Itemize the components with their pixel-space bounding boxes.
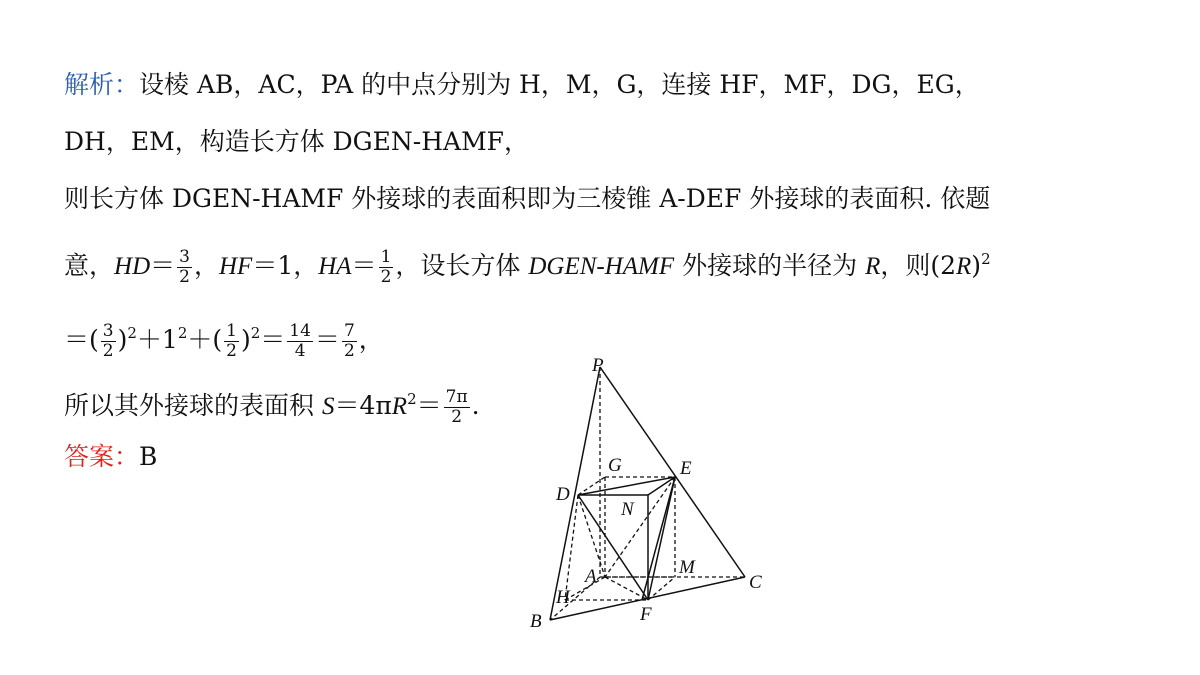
l5-part: ， bbox=[358, 325, 384, 354]
solution-line-2 bbox=[64, 127, 529, 157]
frac-den: 4 bbox=[294, 341, 306, 361]
edge-pc bbox=[600, 367, 745, 577]
edge-da bbox=[578, 495, 605, 577]
l6-part: . bbox=[471, 391, 480, 420]
l4-var-hd: HD bbox=[114, 253, 151, 280]
fraction-hd bbox=[177, 248, 192, 287]
label-p: P bbox=[592, 355, 604, 376]
l6-part: ＝ bbox=[416, 391, 442, 420]
l5-part: ＋1 bbox=[136, 325, 178, 354]
l5-square: 2 bbox=[177, 324, 188, 342]
fraction-result bbox=[444, 388, 470, 427]
frac-num: 14 bbox=[289, 321, 311, 341]
l4-var-r: R bbox=[865, 253, 881, 280]
solution-line-5 bbox=[64, 322, 384, 361]
l4-var-r: R bbox=[956, 253, 972, 280]
answer-label: 答案： bbox=[64, 442, 140, 471]
l4-part: 意， bbox=[64, 251, 115, 280]
frac-num: 7π bbox=[445, 387, 468, 407]
solution-line-6 bbox=[64, 388, 480, 427]
l4-var-hf: HF bbox=[218, 253, 253, 280]
answer-line bbox=[64, 442, 157, 472]
line-2-text: DH，EM，构造长方体 DGEN-HAMF， bbox=[64, 127, 530, 156]
l5-part: ) bbox=[117, 325, 128, 354]
solution-line-1 bbox=[64, 70, 980, 100]
l4-eq: ＝ bbox=[351, 251, 377, 280]
frac-num: 1 bbox=[226, 321, 237, 341]
fraction-d bbox=[342, 322, 357, 361]
frac-den: 2 bbox=[226, 341, 237, 361]
frac-num: 3 bbox=[179, 247, 190, 267]
label-a: A bbox=[585, 566, 597, 587]
l5-square: 2 bbox=[127, 324, 137, 342]
fraction-a bbox=[101, 322, 116, 361]
answer-value: B bbox=[139, 442, 158, 471]
l4-part: 外接球的半径为 bbox=[674, 251, 866, 280]
label-h: H bbox=[556, 587, 570, 608]
l4-eq: ＝ bbox=[150, 251, 176, 280]
l5-square: 2 bbox=[250, 324, 261, 342]
fraction-c bbox=[287, 322, 313, 361]
frac-den: 2 bbox=[102, 341, 114, 361]
l4-hf-val: ＝1， bbox=[252, 251, 319, 280]
l4-square: 2 bbox=[981, 250, 991, 268]
line-1-text: 设棱 AB，AC，PA 的中点分别为 H，M，G，连接 HF，MF，DG，EG， bbox=[139, 70, 980, 99]
edge-af bbox=[605, 577, 648, 600]
l6-var-s: S bbox=[321, 393, 335, 420]
l4-part: ，则(2 bbox=[880, 251, 957, 280]
frac-den: 2 bbox=[451, 407, 463, 427]
label-e: E bbox=[680, 458, 692, 479]
l6-part: 所以其外接球的表面积 bbox=[64, 391, 322, 420]
line-3-text: 则长方体 DGEN-HAMF 外接球的表面积即为三棱锥 A-DEF 外接球的表面积. 依题 bbox=[64, 184, 991, 213]
frac-num: 3 bbox=[102, 321, 114, 341]
label-f: F bbox=[640, 604, 652, 625]
l6-square: 2 bbox=[407, 390, 417, 408]
label-g: G bbox=[608, 455, 622, 476]
frac-num: 1 bbox=[380, 247, 392, 267]
l4-part: ) bbox=[971, 251, 982, 280]
solution-label: 解析： bbox=[64, 70, 140, 99]
l5-part: ＋( bbox=[187, 325, 223, 354]
l5-part: ＝ bbox=[314, 325, 340, 354]
l6-part: ＝4π bbox=[334, 391, 392, 420]
geometry-figure bbox=[520, 352, 790, 637]
label-b: B bbox=[530, 611, 542, 632]
label-d: D bbox=[556, 484, 570, 505]
solution-line-4 bbox=[64, 248, 991, 287]
fraction-ha bbox=[379, 248, 394, 287]
l4-comma: ， bbox=[193, 251, 219, 280]
l4-var-ha: HA bbox=[318, 253, 352, 280]
frac-den: 2 bbox=[343, 341, 355, 361]
solution-line-3 bbox=[64, 184, 990, 214]
frac-den: 2 bbox=[179, 267, 190, 287]
label-m: M bbox=[679, 557, 695, 578]
l5-part: ＝( bbox=[64, 325, 99, 354]
l5-part: ＝ bbox=[260, 325, 286, 354]
l5-part: ) bbox=[240, 325, 251, 354]
l4-box-name: DGEN-HAMF bbox=[528, 253, 675, 280]
fraction-b bbox=[224, 322, 239, 361]
label-c: C bbox=[749, 572, 762, 593]
label-n: N bbox=[621, 499, 634, 520]
frac-num: 7 bbox=[343, 321, 355, 341]
l6-var-r: R bbox=[391, 393, 408, 420]
l4-part: ，设长方体 bbox=[395, 251, 529, 280]
frac-den: 2 bbox=[380, 267, 392, 287]
